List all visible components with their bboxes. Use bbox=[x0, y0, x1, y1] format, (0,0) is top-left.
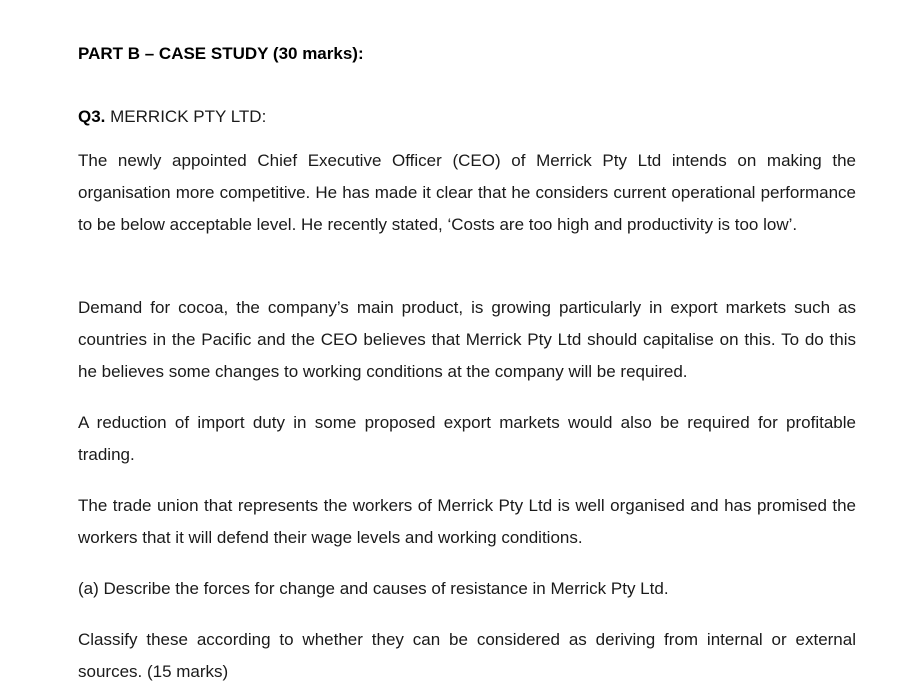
question-title: MERRICK PTY LTD: bbox=[110, 107, 267, 126]
task-part-a: (a) Describe the forces for change and causes of resistance in Merrick Pty Ltd. bbox=[78, 579, 669, 598]
task-classify: Classify these according to whether they can be considered as deriving from internal or external sources. (15 marks) bbox=[78, 630, 856, 681]
question-heading bbox=[78, 107, 266, 127]
part-heading: PART B – CASE STUDY (30 marks): bbox=[78, 44, 364, 63]
case-paragraph-ceo: The newly appointed Chief Executive Officer (CEO) of Merrick Pty Ltd intends on making the organisation more competitive. He has made it clear that he considers current operational performance to be below acceptable level. He recently stated, ‘Costs are too high and productivity is too low’. bbox=[78, 151, 856, 234]
case-paragraph-demand: Demand for cocoa, the company’s main product, is growing particularly in export markets such as countries in the Pacific and the CEO believes that Merrick Pty Ltd should capitalise on this. To do this he believes some changes to working conditions at the company will be required. bbox=[78, 298, 856, 381]
question-number: Q3. bbox=[78, 107, 106, 126]
case-paragraph-trade-union: The trade union that represents the workers of Merrick Pty Ltd is well organised and has promised the workers that it will defend their wage levels and working conditions. bbox=[78, 496, 856, 547]
case-paragraph-import-duty: A reduction of import duty in some proposed export markets would also be required for profitable trading. bbox=[78, 413, 856, 464]
